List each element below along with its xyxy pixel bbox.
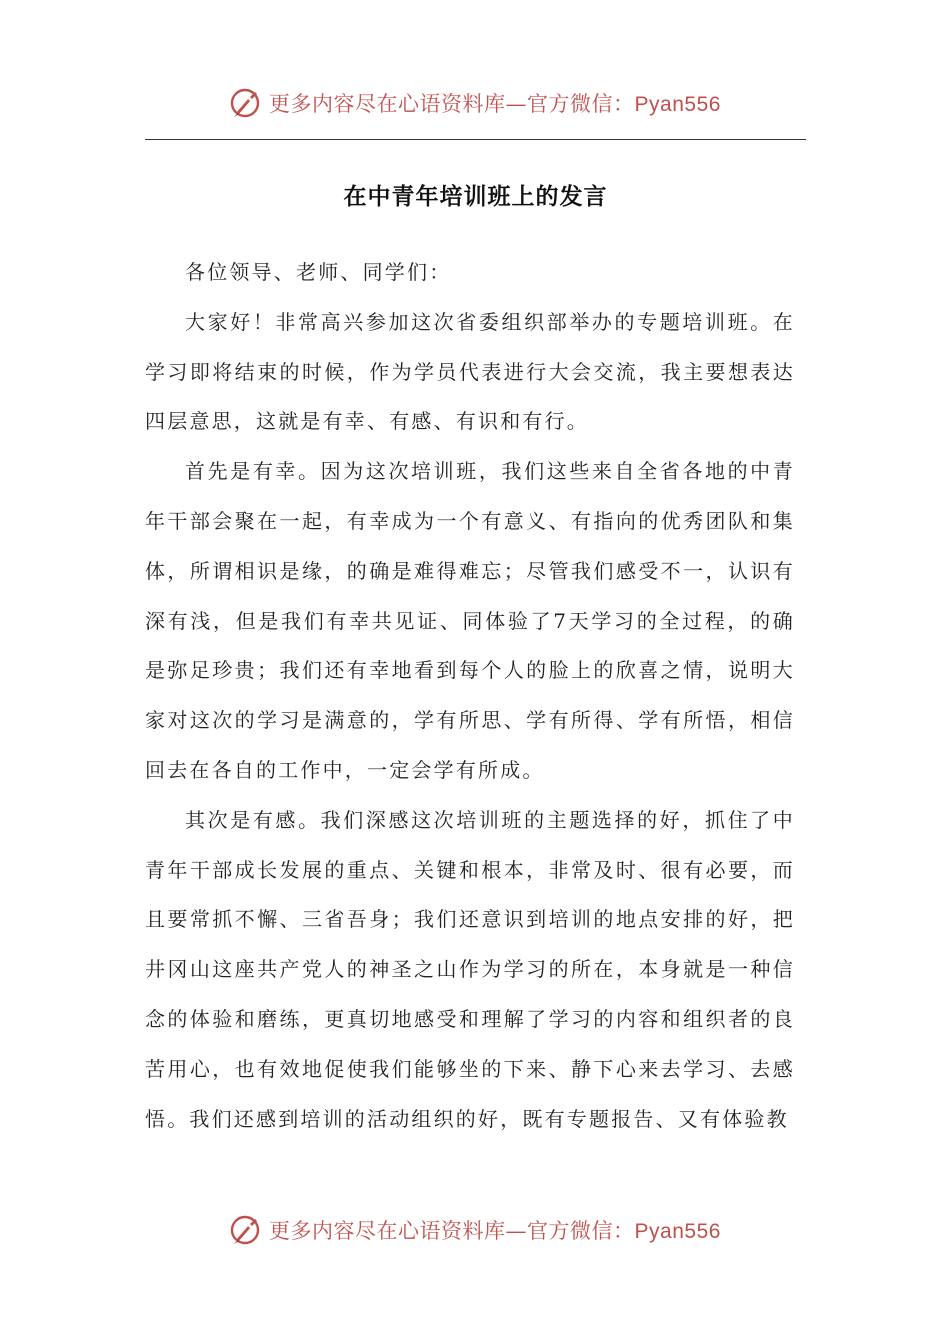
wechat-handle: Pyan556: [634, 93, 721, 116]
document-title: 在中青年培训班上的发言: [343, 184, 608, 210]
wechat-handle: Pyan556: [634, 1220, 721, 1243]
banner-message: 更多内容尽在心语资料库—官方微信：: [269, 92, 635, 116]
header-divider: [145, 139, 806, 140]
document-body: [145, 248, 795, 1144]
banner-text: [269, 88, 721, 118]
banner-message: 更多内容尽在心语资料库—官方微信：: [269, 1219, 635, 1243]
pen-nib-logo-icon: [229, 1213, 263, 1247]
salutation-paragraph: 各位领导、老师、同学们：: [185, 260, 452, 284]
pen-nib-logo-icon: [229, 86, 263, 120]
header-banner: [0, 83, 950, 123]
body-paragraph: 首先是有幸。因为这次培训班，我们这些来自全省各地的中青年干部会聚在一起，有幸成为一个有意义、有指向的优秀团队和集体，所谓相识是缘，的确是难得难忘；尽管我们感受不一，认识有深有浅，但是我们有幸共见证、同体验了7天学习的全过程，的确是弥足珍贵；我们还有幸地看到每个人的脸上的欣喜之情，说明大家对这次的学习是满意的，学有所思、学有所得、学有所悟，相信回去在各自的工作中，一定会学有所成。: [145, 459, 795, 782]
body-paragraph: 大家好！非常高兴参加这次省委组织部举办的专题培训班。在学习即将结束的时候，作为学员代表进行大会交流，我主要想表达四层意思，这就是有幸、有感、有识和有行。: [145, 309, 795, 434]
body-paragraph: 其次是有感。我们深感这次培训班的主题选择的好，抓住了中青年干部成长发展的重点、关键和根本，非常及时、很有必要，而且要常抓不懈、三省吾身；我们还意识到培训的地点安排的好，把井冈山这座共产党人的神圣之山作为学习的所在，本身就是一种信念的体验和磨练，更真切地感受和理解了学习的内容和组织者的良苦用心，也有效地促使我们能够坐的下来、静下心来去学习、去感悟。我们还感到培训的活动组织的好，既有专题报告、又有体验教: [145, 807, 795, 1131]
footer-banner: [0, 1210, 950, 1250]
banner-text: [269, 1215, 721, 1245]
